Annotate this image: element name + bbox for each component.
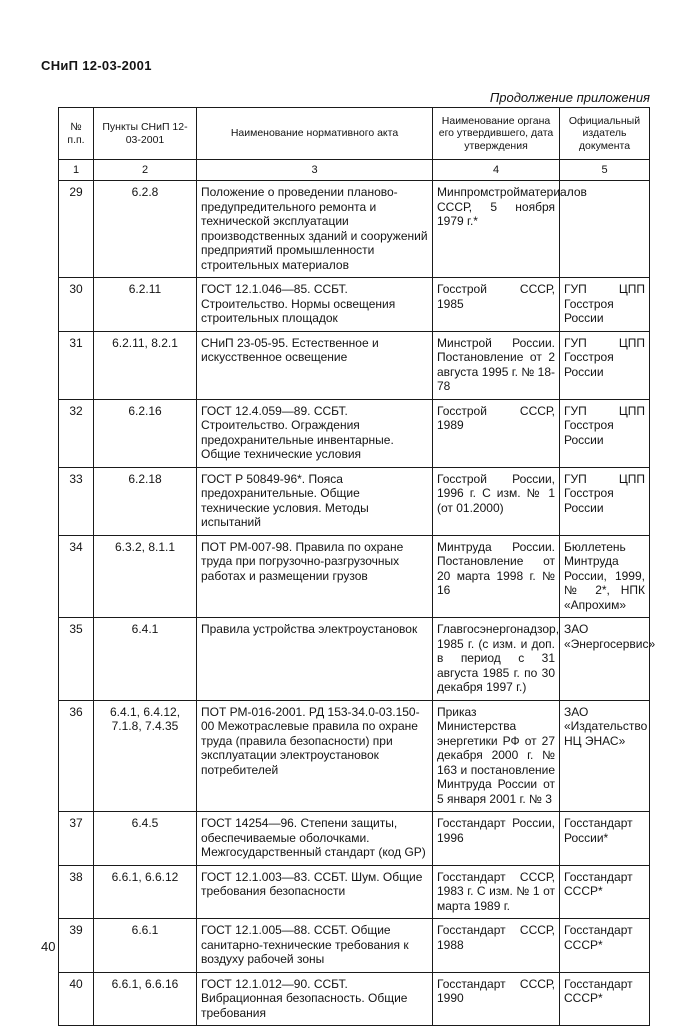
row-issuer: Минстрой России. Постановление от 2 августа 1995 г. № 18-78: [433, 331, 560, 399]
row-issuer: Госстандарт России, 1996: [433, 812, 560, 866]
row-issuer: Минтруда России. Постановление от 20 марта 1998 г. № 16: [433, 535, 560, 618]
row-number: 38: [59, 865, 94, 919]
row-act-name: ГОСТ 12.1.046—85. ССБТ. Строительство. Нормы освещения строительных площадок: [197, 278, 433, 332]
header-points: Пункты СНиП 12-03-2001: [94, 108, 197, 160]
row-number: 30: [59, 278, 94, 332]
row-issuer: Госстрой СССР, 1989: [433, 399, 560, 467]
row-issuer: Госстрой СССР, 1985: [433, 278, 560, 332]
table-row: [59, 700, 650, 812]
row-act-name: Положение о проведении планово-предупредительного ремонта и технической эксплуатации производственных зданий и сооружений предприятий промышленности строительных материалов: [197, 181, 433, 278]
row-points: 6.2.11, 8.2.1: [94, 331, 197, 399]
row-issuer: Госстандарт СССР, 1983 г. С изм. № 1 от марта 1989 г.: [433, 865, 560, 919]
row-issuer: Приказ Министерства энергетики РФ от 27 декабря 2000 г. № 163 и постановление Минтруда России от 5 января 2001 г. № 3: [433, 700, 560, 812]
row-act-name: Правила устройства электроустановок: [197, 618, 433, 701]
table-row: [59, 812, 650, 866]
row-number: 35: [59, 618, 94, 701]
table-row: [59, 467, 650, 535]
table-row: [59, 865, 650, 919]
column-numbers-row: [59, 160, 650, 181]
row-act-name: ГОСТ Р 50849-96*. Пояса предохранительные. Общие технические условия. Методы испытаний: [197, 467, 433, 535]
row-number: 32: [59, 399, 94, 467]
column-number: 2: [94, 160, 197, 181]
column-number: 5: [560, 160, 650, 181]
page-number: 40: [41, 939, 56, 954]
row-number: 29: [59, 181, 94, 278]
row-points: 6.2.16: [94, 399, 197, 467]
row-points: 6.4.1, 6.4.12, 7.1.8, 7.4.35: [94, 700, 197, 812]
row-number: 33: [59, 467, 94, 535]
table-header-row: [59, 108, 650, 160]
row-publisher: ГУП ЦПП Госстроя России: [560, 331, 650, 399]
row-publisher: Бюллетень Минтруда России, 1999, № 2*, НПК «Апрохим»: [560, 535, 650, 618]
row-points: 6.2.18: [94, 467, 197, 535]
table-row: [59, 331, 650, 399]
row-act-name: ГОСТ 12.4.059—89. ССБТ. Строительство. Ограждения предохранительные инвентарные. Общие технические условия: [197, 399, 433, 467]
row-publisher: ГУП ЦПП Госстроя России: [560, 278, 650, 332]
row-points: 6.6.1, 6.6.16: [94, 972, 197, 1026]
row-number: 40: [59, 972, 94, 1026]
column-number: 3: [197, 160, 433, 181]
column-number: 4: [433, 160, 560, 181]
row-issuer: Госстандарт СССР, 1990: [433, 972, 560, 1026]
row-number: 39: [59, 919, 94, 973]
row-publisher: ЗАО «Энергосервис»: [560, 618, 650, 701]
row-number: 31: [59, 331, 94, 399]
row-publisher: ГУП ЦПП Госстроя России: [560, 399, 650, 467]
table-row: [59, 399, 650, 467]
table-row: [59, 972, 650, 1026]
table-row: [59, 181, 650, 278]
document-code-header: СНиП 12-03-2001: [41, 58, 152, 73]
row-publisher: Госстандарт России*: [560, 812, 650, 866]
table-row: [59, 618, 650, 701]
header-publisher: Официальный издатель документа: [560, 108, 650, 160]
row-publisher: Госстандарт СССР*: [560, 919, 650, 973]
header-issuer: Наименование органа его утвердившего, дата утверждения: [433, 108, 560, 160]
row-points: 6.3.2, 8.1.1: [94, 535, 197, 618]
standards-table: [58, 107, 656, 1026]
row-publisher: Госстандарт СССР*: [560, 972, 650, 1026]
header-name: Наименование нормативного акта: [197, 108, 433, 160]
row-act-name: ГОСТ 14254—96. Степени защиты, обеспечиваемые оболочками. Межгосударственный стандарт (код GP): [197, 812, 433, 866]
row-points: 6.6.1: [94, 919, 197, 973]
row-points: 6.6.1, 6.6.12: [94, 865, 197, 919]
row-act-name: ГОСТ 12.1.003—83. ССБТ. Шум. Общие требования безопасности: [197, 865, 433, 919]
row-points: 6.2.11: [94, 278, 197, 332]
row-act-name: ГОСТ 12.1.012—90. ССБТ. Вибрационная безопасность. Общие требования: [197, 972, 433, 1026]
row-points: 6.2.8: [94, 181, 197, 278]
table-row: [59, 535, 650, 618]
row-number: 34: [59, 535, 94, 618]
continuation-note: Продолжение приложения: [489, 90, 650, 105]
row-act-name: ПОТ РМ-016-2001. РД 153-34.0-03.150-00 Межотраслевые правила по охране труда (правила безопасности) при эксплуатации электроустановок потребителей: [197, 700, 433, 812]
table-row: [59, 278, 650, 332]
row-issuer: Госстандарт СССР, 1988: [433, 919, 560, 973]
row-number: 36: [59, 700, 94, 812]
header-num: № п.п.: [59, 108, 94, 160]
row-issuer: Главгосэнергонадзор, 1985 г. (с изм. и доп. в период с 31 августа 1985 г. по 30 декабря 1997 г.): [433, 618, 560, 701]
row-act-name: СНиП 23-05-95. Естественное и искусственное освещение: [197, 331, 433, 399]
row-issuer: Минпромстройматериалов СССР, 5 ноября 1979 г.*: [433, 181, 560, 278]
row-points: 6.4.1: [94, 618, 197, 701]
column-number: 1: [59, 160, 94, 181]
row-points: 6.4.5: [94, 812, 197, 866]
row-publisher: ЗАО «Издательство НЦ ЭНАС»: [560, 700, 650, 812]
row-act-name: ГОСТ 12.1.005—88. ССБТ. Общие санитарно-технические требования к воздуху рабочей зоны: [197, 919, 433, 973]
row-publisher: Госстандарт СССР*: [560, 865, 650, 919]
row-act-name: ПОТ РМ-007-98. Правила по охране труда при погрузочно-разгрузочных работах и размещении грузов: [197, 535, 433, 618]
row-number: 37: [59, 812, 94, 866]
table-row: [59, 919, 650, 973]
row-issuer: Госстрой России, 1996 г. С изм. № 1 (от 01.2000): [433, 467, 560, 535]
row-publisher: ГУП ЦПП Госстроя России: [560, 467, 650, 535]
